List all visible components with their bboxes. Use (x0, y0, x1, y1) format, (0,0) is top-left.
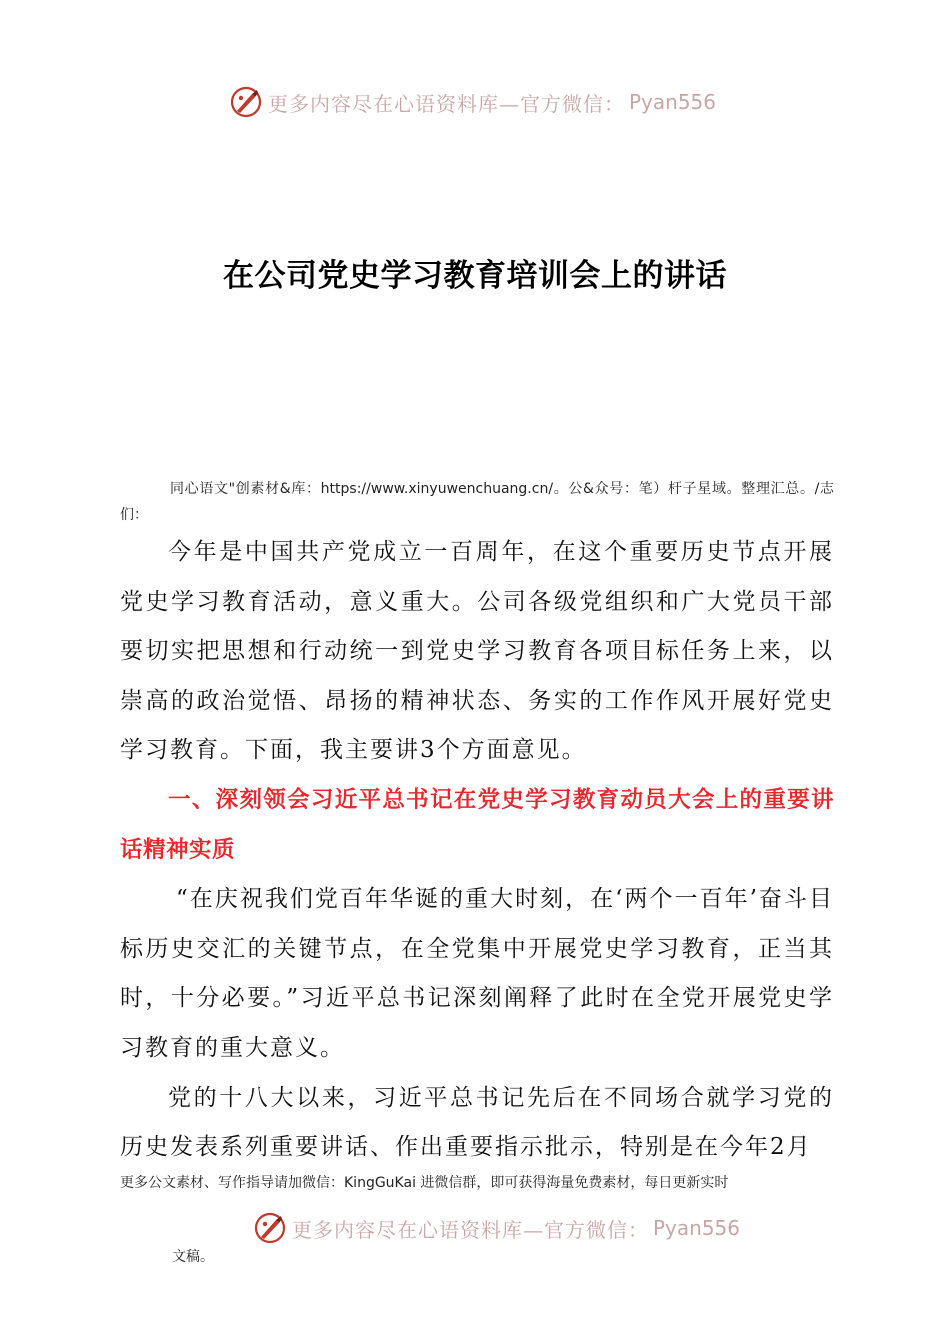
watermark-text: 更多内容尽在心语资料库—官方微信： (292, 1217, 649, 1242)
watermark-wechat-id: Pyan556 (653, 1216, 741, 1240)
watermark-banner-bottom (252, 1208, 740, 1248)
watermark-text: 更多内容尽在心语资料库—官方微信： (268, 91, 625, 116)
paragraph-intro: 今年是中国共产党成立一百周年，在这个重要历史节点开展党史学习教育活动，意义重大。公司各级党组织和广大党员干部要切实把思想和行动统一到党史学习教育各项目标任务上来，以崇高的政治觉悟、昂扬的精神状态、务实的工作作风开展好党史学习教育。下面，我主要讲3个方面意见。 (120, 539, 834, 764)
watermark-wechat-id: Pyan556 (629, 90, 717, 114)
footer-note: 更多公文素材、写作指导请加微信：KingGuKai 进微信群，即可获得海量免费素材，每日更新实时 (120, 1175, 729, 1191)
footer-note-tail: 文稿。 (172, 1249, 214, 1265)
document-title: 在公司党史学习教育培训会上的讲话 (223, 258, 727, 294)
pen-logo-icon (252, 1210, 288, 1246)
paragraph-history: 党的十八大以来，习近平总书记先后在不同场合就学习党的历史发表系列重要讲话、作出重要指示批示，特别是在今年2月 (120, 1084, 834, 1161)
source-note: 同心语文"创素材&库：https://www.xinyuwenchuang.cn/。公&众号：笔）杆子星域。整理汇总。/志们： (120, 481, 834, 523)
paragraph-quote: “在庆祝我们党百年华诞的重大时刻，在‘两个一百年’奋斗目标历史交汇的关键节点，在全党集中开展党史学习教育，正当其时，十分必要。”习近平总书记深刻阐释了此时在全党开展党史学习教育的重大意义。 (120, 886, 834, 1061)
watermark-banner-top (228, 82, 716, 122)
section-heading-1: 一、深刻领会习近平总书记在党史学习教育动员大会上的重要讲话精神实质 (120, 786, 834, 863)
pen-logo-icon (228, 84, 264, 120)
document-body (120, 528, 834, 1173)
